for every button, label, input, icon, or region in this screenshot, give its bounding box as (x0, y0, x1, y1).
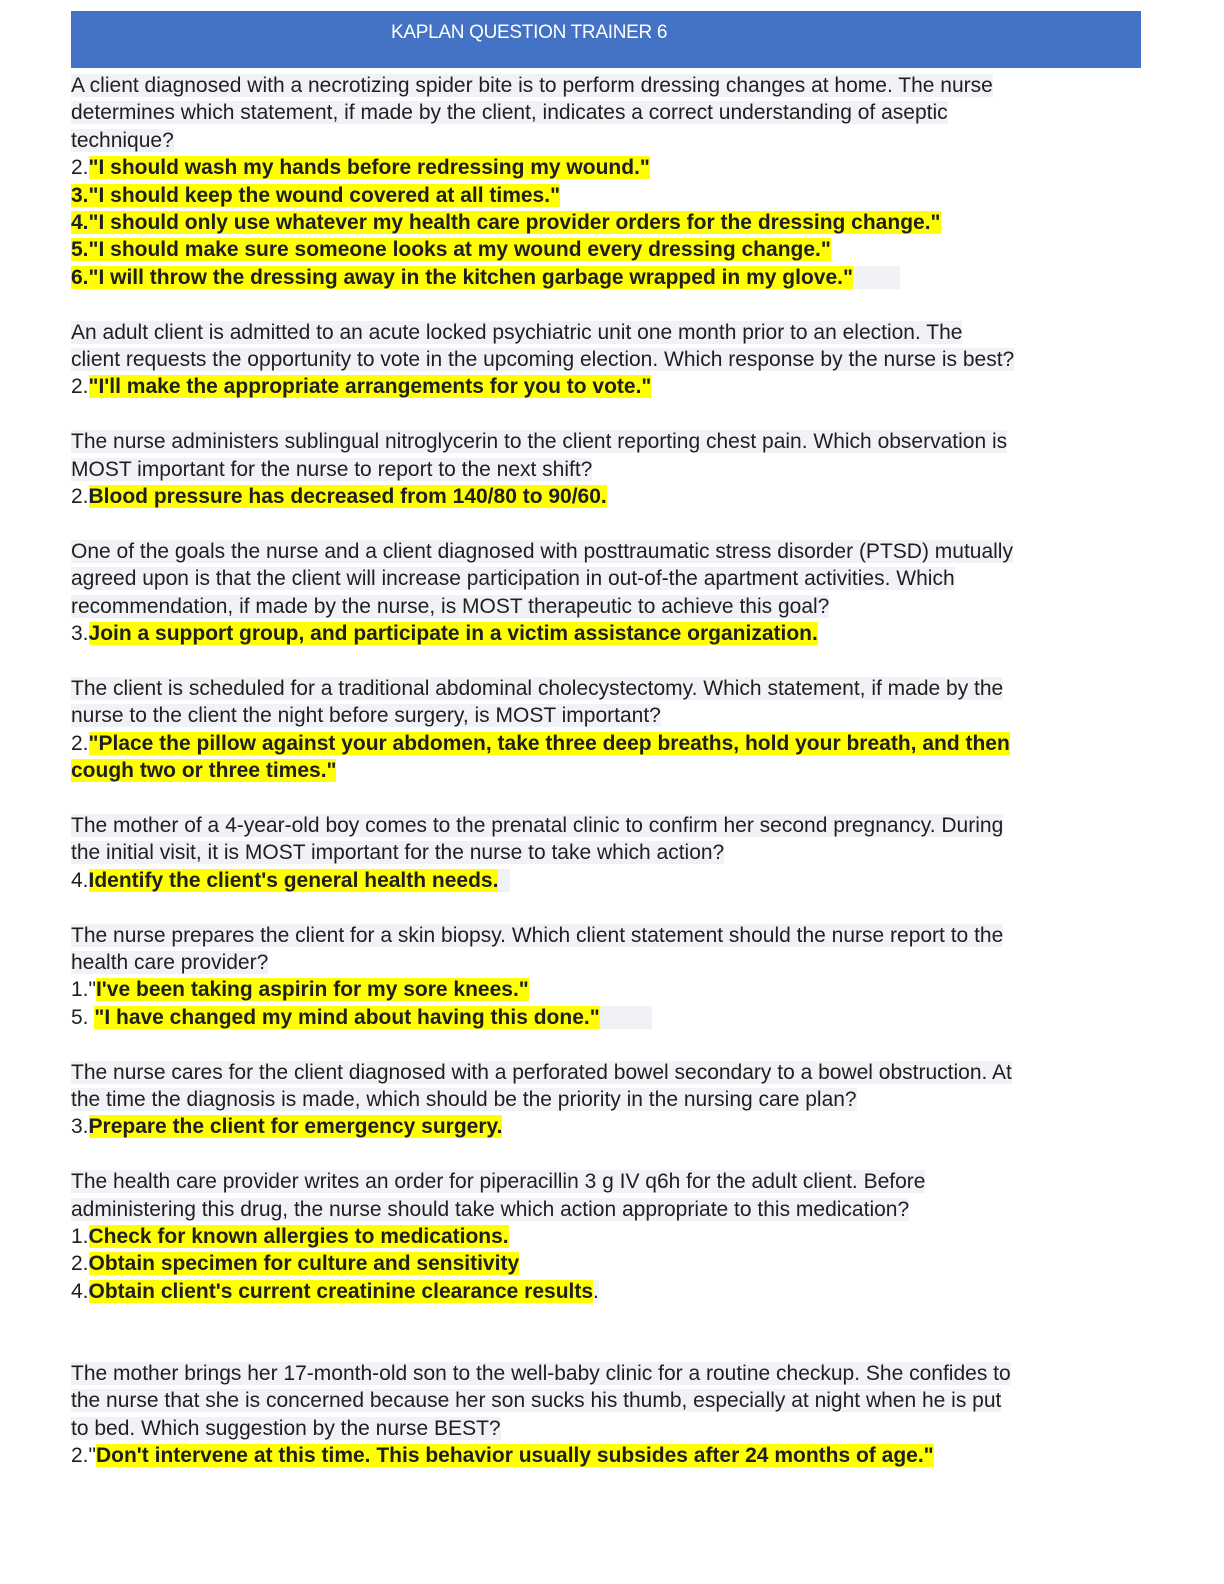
question-block (71, 428, 1146, 510)
answer-list (71, 867, 1146, 894)
answer-number: 2. (71, 156, 89, 180)
answer-option (71, 1250, 1146, 1277)
answer-option (71, 1223, 1146, 1250)
highlighted-answer: 5."I should make sure someone looks at my wound every dressing change." (71, 238, 831, 262)
question-text (71, 675, 1146, 730)
question-line: The mother brings her 17-month-old son to the well-baby clinic for a routine checkup. She confides to (71, 1361, 1011, 1385)
question-line: administering this drug, the nurse should take which action appropriate to this medication? (71, 1197, 910, 1221)
question-line: The mother of a 4-year-old boy comes to the prenatal clinic to confirm her second pregnancy. During (71, 813, 1004, 837)
answer-number: 4. (71, 1279, 89, 1303)
question-text (71, 812, 1146, 867)
highlighted-answer: Prepare the client for emergency surgery. (88, 1115, 503, 1139)
question-line: The nurse prepares the client for a skin biopsy. Which client statement should the nurse report to the (71, 923, 1004, 947)
question-line: A client diagnosed with a necrotizing spider bite is to perform dressing changes at home. The nurse (71, 74, 993, 97)
highlighted-answer: I've been taking aspirin for my sore knees." (95, 978, 529, 1002)
question-line: the nurse that she is concerned because her son sucks his thumb, especially at night when he is put (71, 1389, 1002, 1413)
question-block (71, 319, 1146, 401)
answer-number: 3. (71, 622, 89, 646)
answer-tail (600, 1006, 653, 1029)
question-text (71, 922, 1146, 977)
answer-number: 2. (71, 731, 89, 755)
question-block (71, 675, 1146, 785)
answer-option (71, 1278, 1146, 1305)
highlighted-answer: 4."I should only use whatever my health care provider orders for the dressing change." (71, 211, 941, 235)
question-line: technique? (71, 128, 174, 152)
question-line: MOST important for the nurse to report to the next shift? (71, 457, 593, 481)
question-block (71, 812, 1146, 894)
answer-number: 1." (71, 978, 96, 1002)
question-block (71, 538, 1146, 648)
answer-option (71, 1442, 1146, 1469)
question-line: The client is scheduled for a traditional abdominal cholecystectomy. Which statement, if made by the (71, 676, 1004, 700)
answer-list (71, 1113, 1146, 1140)
answer-option (71, 1004, 1146, 1031)
question-text (71, 319, 1146, 374)
question-block (71, 1168, 1146, 1305)
question-line: health care provider? (71, 950, 269, 974)
answer-number: 2. (71, 375, 89, 399)
answer-option (71, 1113, 1146, 1140)
answer-option (71, 373, 1146, 400)
highlighted-answer: Obtain client's current creatinine clearance results (88, 1279, 594, 1303)
answer-option (71, 236, 1146, 263)
answer-number: 2. (71, 1252, 89, 1276)
page-header (71, 11, 1141, 68)
question-text (71, 72, 1146, 154)
highlighted-answer: 3."I should keep the wound covered at all times." (71, 183, 561, 207)
question-line: The health care provider writes an order for piperacillin 3 g IV q6h for the adult client. Before (71, 1170, 926, 1194)
answer-option (71, 483, 1146, 510)
highlighted-answer: cough two or three times." (71, 759, 337, 783)
question-text (71, 1059, 1146, 1114)
answer-tail (853, 266, 900, 289)
question-line: to bed. Which suggestion by the nurse BEST? (71, 1416, 501, 1440)
answer-option (71, 867, 1146, 894)
page-title: KAPLAN QUESTION TRAINER 6 (391, 22, 668, 43)
answer-list (71, 373, 1146, 400)
answer-number: 4. (71, 868, 89, 892)
question-line: client requests the opportunity to vote in the upcoming election. Which response by the nurse is best? (71, 348, 1015, 372)
question-list (71, 72, 1146, 1497)
question-block (71, 1360, 1146, 1470)
answer-list (71, 1223, 1146, 1305)
question-text (71, 538, 1146, 620)
question-text (71, 1168, 1146, 1223)
answer-list (71, 730, 1146, 785)
question-line: An adult client is admitted to an acute locked psychiatric unit one month prior to an election. The (71, 320, 963, 344)
answer-list (71, 976, 1146, 1031)
highlighted-answer: "I should wash my hands before redressing my wound." (88, 156, 650, 180)
question-line: agreed upon is that the client will increase participation in out-of-the apartment activities. Which (71, 567, 955, 591)
answer-list (71, 154, 1146, 291)
answer-number: 2." (71, 1444, 96, 1468)
answer-list (71, 1442, 1146, 1469)
question-line: The nurse cares for the client diagnosed with a perforated bowel secondary to a bowel obstruction. At (71, 1060, 1012, 1084)
question-block (71, 922, 1146, 1032)
highlighted-answer: Check for known allergies to medications. (88, 1224, 509, 1248)
highlighted-answer: Obtain specimen for culture and sensitivity (88, 1252, 520, 1276)
highlighted-answer: "I'll make the appropriate arrangements for you to vote." (88, 375, 652, 399)
question-line: determines which statement, if made by the client, indicates a correct understanding of aseptic (71, 101, 948, 125)
question-text (71, 1360, 1146, 1442)
answer-option (71, 976, 1146, 1003)
answer-option (71, 730, 1146, 757)
answer-option (71, 264, 1146, 291)
question-block (71, 1059, 1146, 1141)
question-line: recommendation, if made by the nurse, is MOST therapeutic to achieve this goal? (71, 594, 830, 618)
answer-tail: . (593, 1279, 599, 1303)
answer-option (71, 757, 1146, 784)
answer-option (71, 209, 1146, 236)
answer-option (71, 154, 1146, 181)
question-line: One of the goals the nurse and a client diagnosed with posttraumatic stress disorder (PTSD) mutually (71, 539, 1013, 563)
answer-number: 2. (71, 485, 89, 509)
highlighted-answer: "I have changed my mind about having this done." (94, 1005, 600, 1029)
highlighted-answer: Join a support group, and participate in a victim assistance organization. (88, 622, 818, 646)
highlighted-answer: Identify the client's general health needs. (88, 868, 499, 892)
answer-list (71, 483, 1146, 510)
answer-number: 3. (71, 1115, 89, 1139)
question-line: the initial visit, it is MOST important for the nurse to take which action? (71, 841, 725, 865)
highlighted-answer: "Place the pillow against your abdomen, take three deep breaths, hold your breath, and then (88, 731, 1010, 755)
question-text (71, 428, 1146, 483)
question-line: the time the diagnosis is made, which should be the priority in the nursing care plan? (71, 1087, 857, 1111)
answer-number: 5. (71, 1005, 95, 1029)
answer-list (71, 620, 1146, 647)
question-block (71, 72, 1146, 291)
highlighted-answer: Don't intervene at this time. This behavior usually subsides after 24 months of age." (95, 1444, 934, 1468)
highlighted-answer: Blood pressure has decreased from 140/80 to 90/60. (88, 485, 607, 509)
question-line: The nurse administers sublingual nitroglycerin to the client reporting chest pain. Which observation is (71, 430, 1008, 454)
answer-option (71, 620, 1146, 647)
highlighted-answer: 6."I will throw the dressing away in the kitchen garbage wrapped in my glove." (71, 265, 853, 289)
question-line: nurse to the client the night before surgery, is MOST important? (71, 704, 661, 728)
answer-number: 1. (71, 1224, 89, 1248)
answer-tail (498, 869, 510, 892)
answer-option (71, 182, 1146, 209)
